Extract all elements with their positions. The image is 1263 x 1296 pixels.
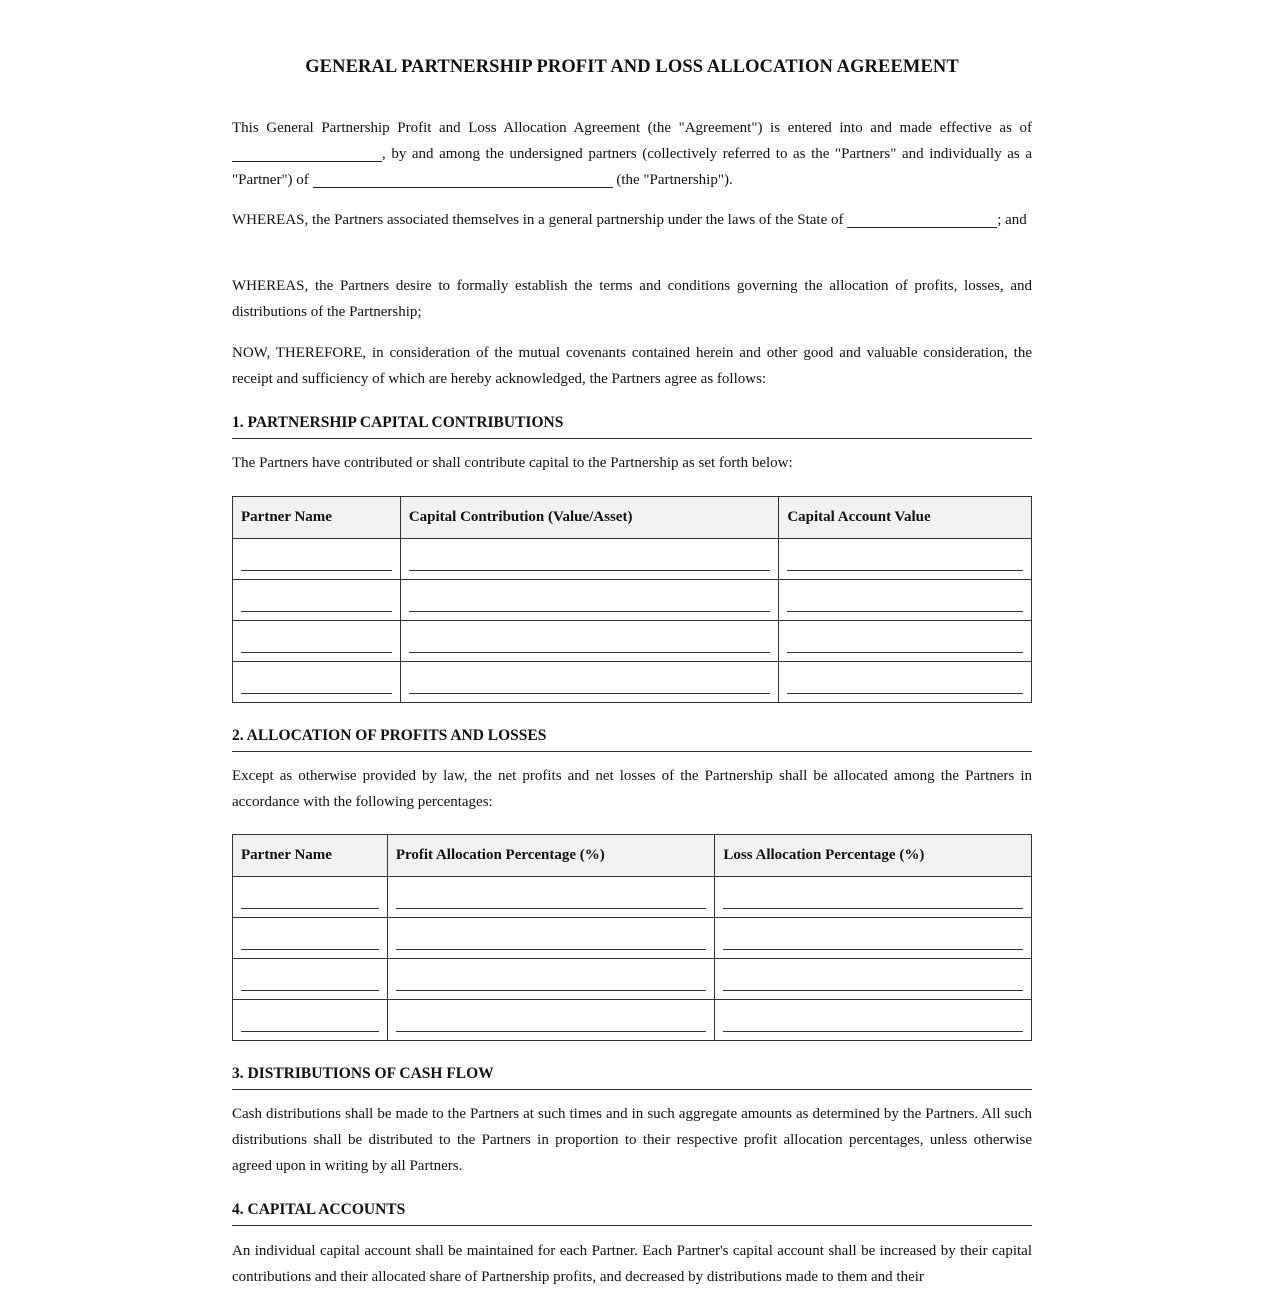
column-header: Partner Name <box>233 835 388 877</box>
capital-account-cell[interactable] <box>779 580 1032 621</box>
capital-account-cell[interactable] <box>779 621 1032 662</box>
partnership-name-blank[interactable] <box>313 167 613 188</box>
table-row <box>233 580 1032 621</box>
capital-contribution-cell[interactable] <box>400 621 779 662</box>
capital-contribution-cell[interactable] <box>400 580 779 621</box>
table-row <box>233 1000 1032 1041</box>
table-header-row <box>233 497 1032 539</box>
partner-name-cell[interactable] <box>233 877 388 918</box>
profit-loss-allocation-table <box>232 834 1032 1041</box>
capital-contribution-cell[interactable] <box>400 662 779 703</box>
partner-name-cell[interactable] <box>233 959 388 1000</box>
table-header-row <box>233 835 1032 877</box>
intro-text-2: , by and among the undersigned partners (collectively referred to as the "Partners" and individually as a "Partner") of <box>232 146 1032 188</box>
table-row <box>233 539 1032 580</box>
loss-percentage-cell[interactable] <box>715 959 1032 1000</box>
section-4-text: An individual capital account shall be maintained for each Partner. Each Partner's capital account shall be increased by their capital contributions and their allocated share of Partnership profits, and decreased by distributions made to them and their <box>232 1243 1032 1285</box>
profit-percentage-cell[interactable] <box>387 1000 715 1041</box>
partner-name-cell[interactable] <box>233 621 401 662</box>
capital-contributions-table <box>232 496 1032 703</box>
section-3-heading: 3. DISTRIBUTIONS OF CASH FLOW <box>232 1062 1032 1090</box>
column-header: Loss Allocation Percentage (%) <box>715 835 1032 877</box>
now-therefore-paragraph: NOW, THEREFORE, in consideration of the mutual covenants contained herein and other good and valuable consideration, the receipt and sufficiency of which are hereby acknowledged, the Partners agree as follows: <box>232 345 1032 387</box>
intro-paragraph <box>232 115 1032 193</box>
section-2-heading: 2. ALLOCATION OF PROFITS AND LOSSES <box>232 724 1032 752</box>
section-4-heading: 4. CAPITAL ACCOUNTS <box>232 1198 1032 1226</box>
table-row <box>233 918 1032 959</box>
intro-text-3: (the "Partnership"). <box>616 172 733 188</box>
whereas-paragraph-2: WHEREAS, the Partners desire to formally establish the terms and conditions governing the allocation of profits, losses, and distributions of the Partnership; <box>232 278 1032 320</box>
column-header: Capital Contribution (Value/Asset) <box>400 497 779 539</box>
column-header: Partner Name <box>233 497 401 539</box>
capital-account-cell[interactable] <box>779 539 1032 580</box>
effective-date-blank[interactable] <box>232 141 382 162</box>
partner-name-cell[interactable] <box>233 539 401 580</box>
loss-percentage-cell[interactable] <box>715 1000 1032 1041</box>
table-row <box>233 877 1032 918</box>
table-row <box>233 959 1032 1000</box>
profit-percentage-cell[interactable] <box>387 959 715 1000</box>
table-row <box>233 662 1032 703</box>
partner-name-cell[interactable] <box>233 1000 388 1041</box>
column-header: Profit Allocation Percentage (%) <box>387 835 715 877</box>
column-header: Capital Account Value <box>779 497 1032 539</box>
loss-percentage-cell[interactable] <box>715 918 1032 959</box>
table-row <box>233 621 1032 662</box>
profit-percentage-cell[interactable] <box>387 877 715 918</box>
capital-account-cell[interactable] <box>779 662 1032 703</box>
partner-name-cell[interactable] <box>233 580 401 621</box>
whereas-1-end: ; and <box>997 212 1027 228</box>
whereas-1-text: WHEREAS, the Partners associated themselves in a general partnership under the laws of the State of <box>232 212 844 228</box>
state-blank[interactable] <box>847 207 997 228</box>
profit-percentage-cell[interactable] <box>387 918 715 959</box>
section-1-heading: 1. PARTNERSHIP CAPITAL CONTRIBUTIONS <box>232 411 1032 439</box>
section-3-text: Cash distributions shall be made to the Partners at such times and in such aggregate amounts as determined by the Partners. All such distributions shall be distributed to the Partners in proportion to their respective profit allocation percentages, unless otherwise agreed upon in writing by all Partners. <box>232 1106 1032 1174</box>
document-title: GENERAL PARTNERSHIP PROFIT AND LOSS ALLOCATION AGREEMENT <box>305 57 959 77</box>
whereas-paragraph-1 <box>232 207 1032 233</box>
partner-name-cell[interactable] <box>233 918 388 959</box>
partner-name-cell[interactable] <box>233 662 401 703</box>
section-2-text: Except as otherwise provided by law, the net profits and net losses of the Partnership shall be allocated among the Partners in accordance with the following percentages: <box>232 768 1032 810</box>
intro-text-1: This General Partnership Profit and Loss Allocation Agreement (the "Agreement") is entered into and made effective as of <box>232 120 1032 136</box>
capital-contribution-cell[interactable] <box>400 539 779 580</box>
section-1-text: The Partners have contributed or shall contribute capital to the Partnership as set forth below: <box>232 455 793 471</box>
loss-percentage-cell[interactable] <box>715 877 1032 918</box>
